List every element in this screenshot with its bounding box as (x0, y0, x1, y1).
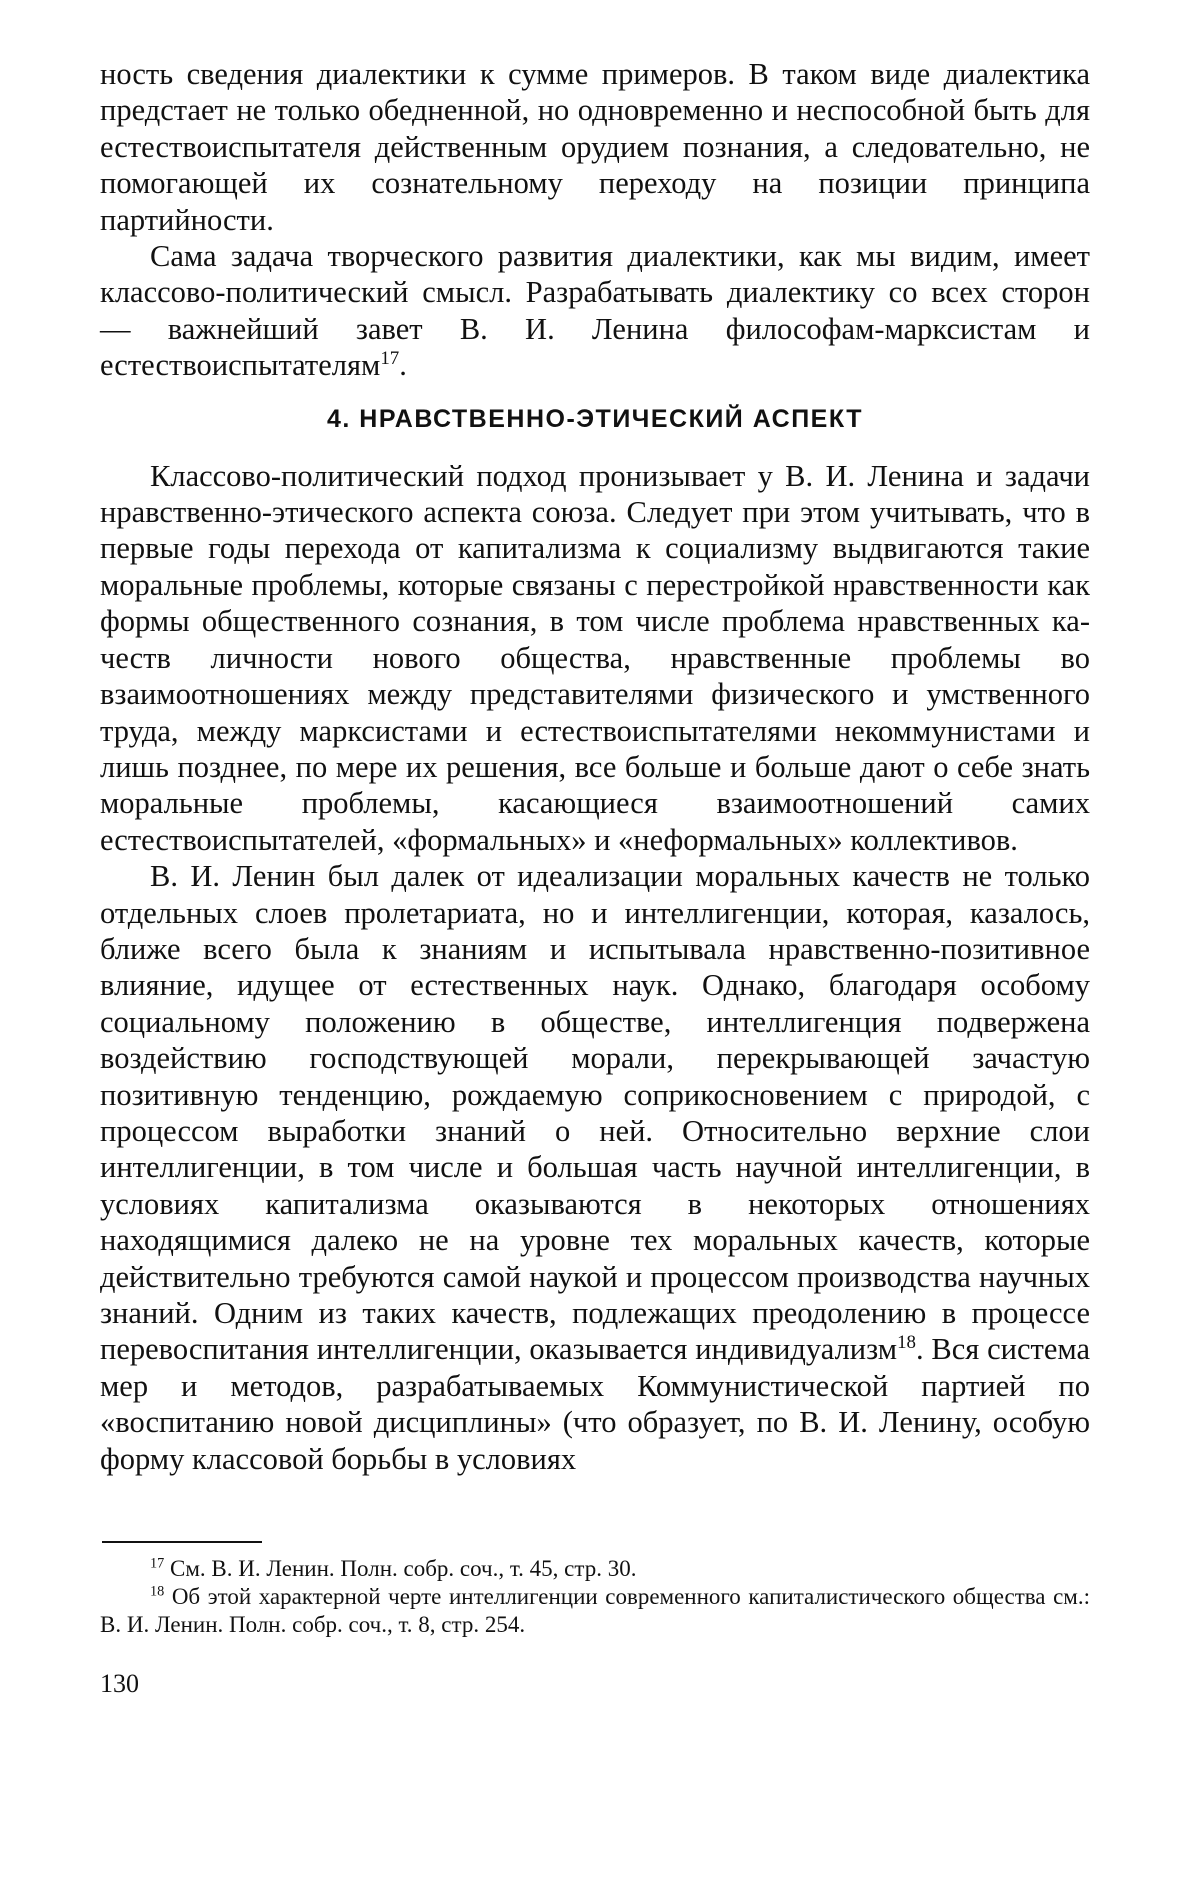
paragraph-text: В. И. Ленин был далек от идеализации моральных качеств не только отдельных слоев пролетариата, но и интеллигенции, которая, казалось, ближе всего была к знаниям и испытывала нравственно-позитивное влияние, идущее от естественных наук. Однако, благодаря особому социальному положению в обществе, интеллигенция подвержена воздействию господствующей морали, перекрывающей зачастую позитивную тенденцию, рождаемую соприкосновением с природой, с процессом выработки знаний о ней. Относительно верхние слои интеллигенции, в том числе и большая часть научной интеллигенции, в условиях капитализма оказываются в некоторых отношениях находящимися далеко не на уровне тех моральных качеств, которые действительно требуются самой наукой и процессом производства научных знаний. Одним из таких качеств, подлежащих преодолению в процессе перевоспитания интеллигенции, оказывается индивидуализм (100, 859, 1090, 1367)
footnote-18 (100, 1583, 1090, 1639)
paragraph-text: ность сведения диалектики к сумме примеров. В таком виде диалектика предстает не только обедненной, но одновременно и неспособной быть для естествоиспытателя действенным орудием познания, а следовательно, не помогающей их сознательному переходу на позиции принципа партийности. (100, 57, 1090, 237)
paragraph-class-political-approach (100, 458, 1090, 858)
paragraph-dialectics-task (100, 238, 1090, 384)
footnote-number: 17 (150, 1555, 165, 1572)
paragraph-continuation (100, 56, 1090, 238)
paragraph-text: Классово-политический подход пронизывает у В. И. Ленина и задачи нравственно-этического аспекта союза. Следует при этом учитывать, что в первые годы перехода от капитализма к социализму выдвигаются такие моральные проблемы, которые связаны с перестройкой нравственности как формы общественного сознания, в том числе проблема нравственных качеств личности нового общества, нравственные проблемы во взаимоотношениях между представителями физического и умственного труда, между марксистами и естествоиспытателями некоммунистами и лишь позднее, по мере их решения, все больше и больше дают о себе знать моральные проблемы, касающиеся взаимоотношений самих естествоиспытателей, «формальных» и «неформальных» коллективов. (100, 458, 1090, 857)
footnote-17 (100, 1555, 1090, 1583)
paragraph-text: Сама задача творческого развития диалектики, как мы видим, имеет классово-политический смысл. Разрабатывать диалектику со всех сторон — важнейший завет В. И. Ленина философам-марксистам и естествоиспытателям (100, 239, 1090, 383)
footnote-text: См. В. И. Ленин. Полн. собр. соч., т. 45, стр. 30. (164, 1556, 637, 1582)
paragraph-text: . Вся система мер и методов, разрабатываемых Коммунистической партией по «воспитанию новой дисциплины» (что образует, по В. И. Ленину, особую форму классовой борьбы в условиях (100, 1332, 1091, 1476)
paragraph-period: . (399, 348, 407, 383)
section-heading: 4. НРАВСТВЕННО-ЭТИЧЕСКИЙ АСПЕКТ (326, 404, 864, 433)
footnote-text: Об этой характерной черте интеллигенции современного капиталистического общества см.: В. И. Ленин. Полн. собр. соч., т. 8, стр. 254. (100, 1584, 1090, 1638)
footnote-divider (102, 1541, 262, 1543)
book-page (100, 56, 1090, 1699)
footnote-number: 18 (150, 1583, 165, 1600)
page-number: 130 (100, 1669, 139, 1699)
footnote-ref-17: 17 (380, 348, 400, 370)
footnote-ref-18: 18 (897, 1332, 916, 1354)
paragraph-lenin-intelligentsia (100, 858, 1090, 1477)
